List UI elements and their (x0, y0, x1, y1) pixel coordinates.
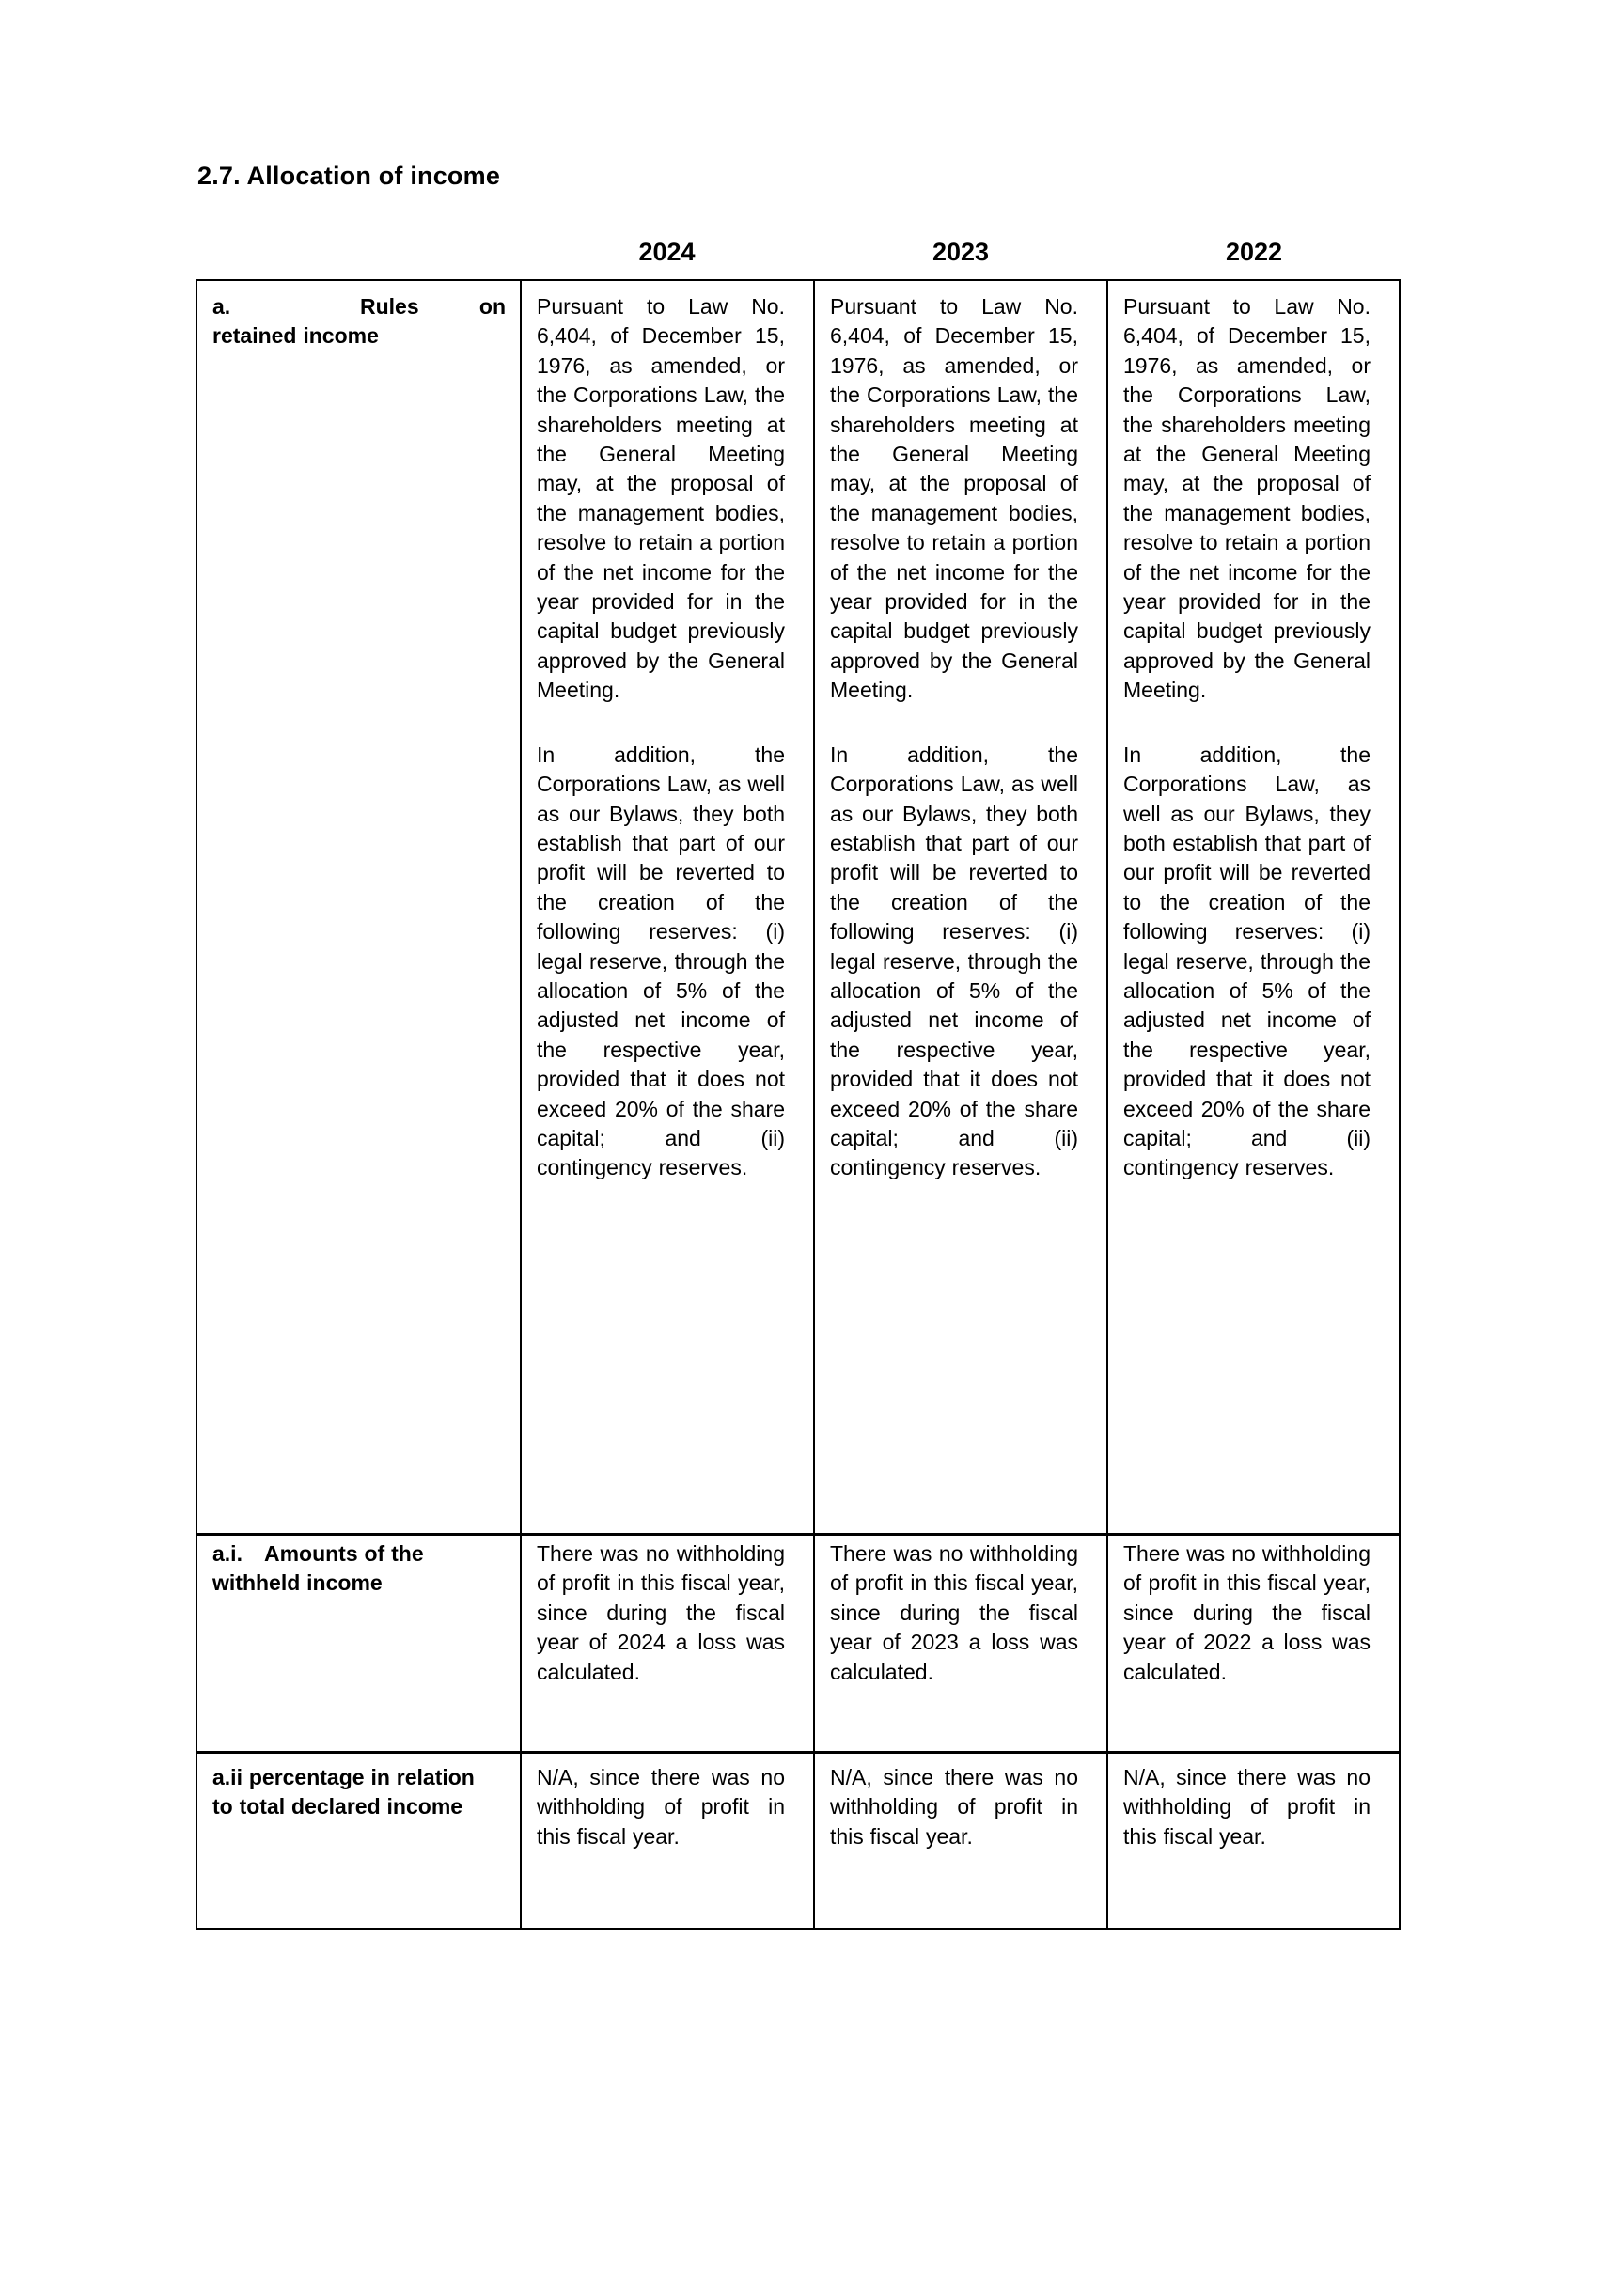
year-header-spacer (196, 238, 520, 267)
row-label-percentage-of-declared-income (197, 1754, 520, 1928)
row-item-letter: a. (212, 294, 231, 319)
row-label-amounts-of-withheld-income (197, 1536, 520, 1751)
cell-percentage-2024 (520, 1754, 813, 1928)
cell-rules-2022 (1106, 281, 1399, 1533)
paragraph: There was no withholding of profit in this fiscal year, since during the fiscal year of 2022 a loss was calculated. (1123, 1541, 1371, 1684)
year-header-2023: 2023 (932, 238, 990, 266)
row-label-line2: to total declared income (212, 1794, 463, 1820)
row-label-line1: a.i. Amounts of the (212, 1541, 424, 1566)
paragraph: N/A, since there was no withholding of profit in this fiscal year. (830, 1765, 1078, 1849)
cell-amounts-2024 (520, 1536, 813, 1751)
paragraph: N/A, since there was no withholding of profit in this fiscal year. (537, 1765, 785, 1849)
paragraph: In addition, the Corporations Law, as well as our Bylaws, they both establish that part of our profit will be reverted to the creation of the following reserves: (i) legal reserve, through the allocation of 5% of the adjusted net income of the respective year, provided that it does not exceed 20% of the share capital; and (ii) contingency reserves. (1123, 742, 1371, 1180)
paragraph: N/A, since there was no withholding of profit in this fiscal year. (1123, 1765, 1371, 1849)
paragraph: There was no withholding of profit in this fiscal year, since during the fiscal year of 2023 a loss was calculated. (830, 1541, 1078, 1684)
table-row-percentage-of-declared-income (197, 1751, 1399, 1928)
cell-rules-2023 (813, 281, 1106, 1533)
section-title: 2.7. Allocation of income (197, 162, 501, 190)
row-label-text (212, 292, 506, 351)
allocation-of-income-table (196, 279, 1401, 1930)
row-label-rules-on-retained-income (197, 281, 520, 1533)
table-row-amounts-of-withheld-income (197, 1533, 1399, 1751)
paragraph: Pursuant to Law No. 6,404, of December 15, 1976, as amended, or the Corporations Law, the shareholders meeting at the General Meeting may, at the proposal of the management bodies, resolve to retain a portion of the net income for the year provided for in the capital budget previously approved by the General Meeting. (537, 294, 785, 703)
cell-percentage-2022 (1106, 1754, 1399, 1928)
year-header-2024: 2024 (638, 238, 696, 266)
row-label-line1: a.ii percentage in relation (212, 1765, 475, 1789)
paragraph: In addition, the Corporations Law, as well as our Bylaws, they both establish that part of our profit will be reverted to the creation of the following reserves: (i) legal reserve, through the allocation of 5% of the adjusted net income of the respective year, provided that it does not exceed 20% of the share capital; and (ii) contingency reserves. (830, 742, 1078, 1180)
cell-percentage-2023 (813, 1754, 1106, 1928)
paragraph: There was no withholding of profit in this fiscal year, since during the fiscal year of 2024 a loss was calculated. (537, 1541, 785, 1684)
paragraph: Pursuant to Law No. 6,404, of December 15, 1976, as amended, or the Corporations Law, the shareholders meeting at the General Meeting may, at the proposal of the management bodies, resolve to retain a portion of the net income for the year provided for in the capital budget previously approved by the General Meeting. (830, 294, 1078, 703)
row-label-line2: withheld income (212, 1570, 383, 1596)
paragraph: In addition, the Corporations Law, as well as our Bylaws, they both establish that part of our profit will be reverted to the creation of the following reserves: (i) legal reserve, through the allocation of 5% of the adjusted net income of the respective year, provided that it does not exceed 20% of the share capital; and (ii) contingency reserves. (537, 742, 785, 1180)
year-header-row (196, 238, 1401, 267)
cell-rules-2024 (520, 281, 813, 1533)
row-label-rest: Rules on retained income (212, 294, 506, 349)
table-row-rules-on-retained-income (197, 281, 1399, 1533)
year-header-2022: 2022 (1225, 238, 1283, 266)
cell-amounts-2023 (813, 1536, 1106, 1751)
paragraph: Pursuant to Law No. 6,404, of December 15, 1976, as amended, or the Corporations Law, the shareholders meeting at the General Meeting may, at the proposal of the management bodies, resolve to retain a portion of the net income for the year provided for in the capital budget previously approved by the General Meeting. (1123, 294, 1371, 703)
cell-amounts-2022 (1106, 1536, 1399, 1751)
